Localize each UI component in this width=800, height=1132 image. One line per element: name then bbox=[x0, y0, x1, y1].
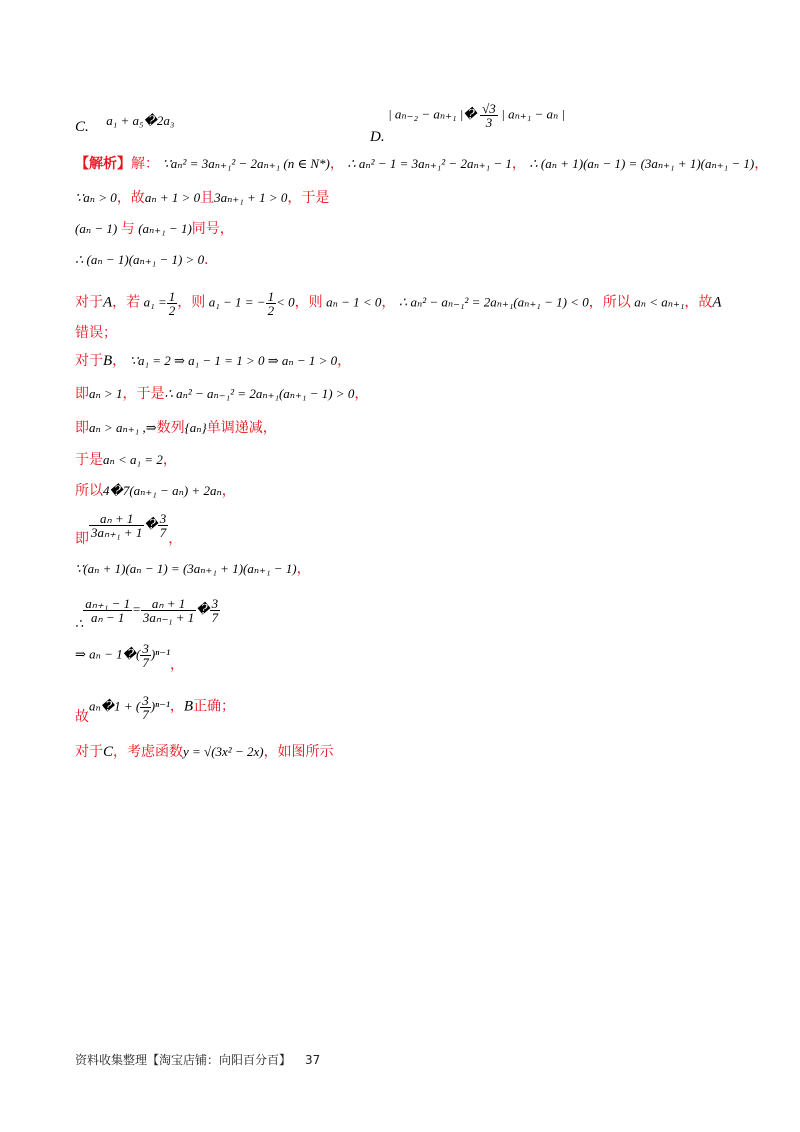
text: ，考虑函数 bbox=[113, 744, 184, 760]
option-d-expression-left: | aₙ₋₂ − aₙ₊₁ |� bbox=[388, 106, 477, 122]
fraction-denominator: 3 bbox=[485, 115, 493, 130]
math-expression: )ⁿ⁻¹ bbox=[150, 646, 171, 662]
option-c-expression: a₁ + a₅�2a₃ bbox=[106, 113, 175, 128]
solution-line-10 bbox=[75, 453, 177, 468]
math-expression: aₙ > aₙ₊₁ ,⇒ bbox=[89, 420, 157, 435]
text: ， bbox=[162, 452, 177, 468]
math-expression: aₙ < a₁ = 2 bbox=[103, 452, 163, 467]
fraction-denominator: 7 bbox=[142, 655, 149, 670]
math-symbol: A bbox=[103, 294, 113, 311]
fraction-denominator: 2 bbox=[168, 303, 176, 318]
fraction-numerator: aₙ + 1 bbox=[141, 597, 196, 611]
text: 同号， bbox=[191, 221, 234, 237]
solution-line-13 bbox=[75, 562, 311, 577]
solution-line-8 bbox=[75, 387, 368, 402]
math-expression: a₁ − 1 = − bbox=[208, 294, 266, 310]
solution-line-4 bbox=[75, 253, 218, 268]
math-expression: ∵(aₙ + 1)(aₙ − 1) = (3aₙ₊₁ + 1)(aₙ₊₁ − 1) bbox=[75, 561, 297, 576]
text: 错误； bbox=[75, 325, 117, 341]
page-footer bbox=[75, 1051, 320, 1068]
text: 对于 bbox=[75, 294, 103, 311]
solution-line-9 bbox=[75, 421, 277, 436]
fraction-numerator: 3 bbox=[142, 693, 149, 708]
math-symbol: B bbox=[183, 698, 194, 715]
math-expression: (aₙ₊₁ − 1) bbox=[138, 221, 192, 236]
text: ， bbox=[337, 353, 352, 369]
math-expression: ∴ aₙ² − aₙ₋₁² = 2aₙ₊₁(aₙ₊₁ − 1) < 0 bbox=[398, 294, 589, 310]
solution-line-2 bbox=[75, 191, 329, 206]
text: 所以 bbox=[75, 483, 103, 499]
text: ，于是 bbox=[122, 386, 165, 402]
math-expression: ∵aₙ > 0 bbox=[75, 190, 117, 205]
math-expression: )ⁿ⁻¹ bbox=[150, 698, 170, 714]
text: 单调递减， bbox=[206, 420, 277, 436]
math-expression: ∵aₙ² = 3aₙ₊₁² − 2aₙ₊₁ (n ∈ N*) bbox=[162, 156, 330, 171]
solution-line-12 bbox=[75, 511, 183, 547]
math-expression: ⇒ aₙ − 1�( bbox=[75, 646, 141, 662]
text: ，则 bbox=[177, 294, 206, 311]
text: ，于是 bbox=[287, 190, 330, 206]
option-d-expression-right: | aₙ₊₁ − aₙ | bbox=[501, 106, 566, 122]
solution-line-16 bbox=[75, 693, 236, 725]
text: 即 bbox=[75, 530, 89, 547]
fraction-numerator: 3 bbox=[142, 641, 149, 656]
math-expression: aₙ + 1 > 0 bbox=[144, 190, 201, 205]
solution-line-14 bbox=[75, 596, 220, 631]
solution-line-1 bbox=[75, 157, 768, 172]
math-expression: ∵a₁ = 2 ⇒ a₁ − 1 = 1 > 0 ⇒ aₙ − 1 > 0 bbox=[129, 353, 338, 368]
text: ， bbox=[170, 656, 185, 673]
fraction-denominator: 7 bbox=[159, 525, 167, 540]
math-expression: aₙ�1 + ( bbox=[89, 698, 141, 714]
text: 对于 bbox=[75, 353, 103, 369]
math-symbol: C bbox=[103, 744, 114, 760]
fraction-numerator: √3 bbox=[482, 101, 496, 116]
fraction-denominator: 3aₙ₋₁ + 1 bbox=[142, 610, 195, 625]
separator: ， bbox=[511, 156, 526, 172]
text: ，所以 bbox=[588, 294, 631, 311]
text: ， bbox=[296, 561, 311, 577]
solution-line-7 bbox=[75, 354, 351, 369]
separator: ， bbox=[754, 156, 769, 172]
text: ，故 bbox=[116, 190, 145, 206]
option-d-fraction bbox=[480, 102, 498, 129]
math-expression: ∴ (aₙ − 1)(aₙ₊₁ − 1) > 0 bbox=[75, 252, 205, 267]
text: 数列 bbox=[156, 420, 185, 436]
text: ， bbox=[381, 294, 396, 311]
footer-source: 资料收集整理【淘宝店铺：向阳百分百】 bbox=[75, 1053, 292, 1067]
math-expression: aₙ < aₙ₊₁ bbox=[634, 294, 685, 310]
text: ，如图所示 bbox=[263, 744, 334, 760]
math-symbol: B bbox=[103, 353, 113, 369]
text: 对于 bbox=[75, 744, 103, 760]
option-c bbox=[75, 113, 175, 135]
option-d-label: D. bbox=[370, 128, 385, 145]
text: ， bbox=[354, 386, 369, 402]
fraction-denominator: 7 bbox=[211, 610, 219, 625]
math-expression: � bbox=[196, 601, 210, 617]
fraction-numerator: 1 bbox=[267, 289, 275, 304]
text: ． bbox=[204, 252, 219, 268]
solution-line-15 bbox=[75, 641, 185, 673]
text: 即 bbox=[75, 386, 89, 402]
text: ， bbox=[112, 353, 127, 369]
math-expression: {aₙ} bbox=[184, 420, 207, 435]
solution-line-11 bbox=[75, 484, 236, 499]
text: 于是 bbox=[75, 452, 103, 468]
math-expression: a₁ = bbox=[143, 294, 167, 310]
math-expression: ∴ aₙ² − aₙ₋₁² = 2aₙ₊₁(aₙ₊₁ − 1) > 0 bbox=[164, 386, 355, 401]
option-d bbox=[370, 101, 566, 145]
option-c-label: C. bbox=[75, 119, 89, 135]
fraction-numerator: aₙ₊₁ − 1 bbox=[85, 596, 131, 611]
math-expression: < 0 bbox=[276, 294, 295, 310]
math-expression: � bbox=[144, 516, 158, 532]
math-expression: = bbox=[132, 601, 141, 617]
text: 即 bbox=[75, 420, 89, 436]
text: 且 bbox=[200, 190, 215, 206]
fraction-denominator: aₙ − 1 bbox=[90, 610, 125, 625]
solution-prefix: 解： bbox=[131, 156, 159, 172]
text: 与 bbox=[120, 221, 135, 237]
math-expression: (aₙ − 1) bbox=[75, 221, 118, 236]
fraction-numerator: 3 bbox=[211, 596, 219, 611]
math-expression: 3aₙ₊₁ + 1 > 0 bbox=[214, 190, 288, 205]
text: ，故 bbox=[684, 294, 713, 311]
math-expression: aₙ − 1 < 0 bbox=[326, 294, 382, 310]
fraction-denominator: 2 bbox=[267, 303, 275, 318]
solution-line-3 bbox=[75, 222, 234, 237]
page-number: 37 bbox=[305, 1053, 321, 1067]
fraction-numerator: 3 bbox=[159, 511, 167, 526]
fraction-numerator: aₙ + 1 bbox=[89, 512, 144, 526]
math-expression: ∴ bbox=[75, 615, 84, 631]
fraction-denominator: 7 bbox=[142, 707, 149, 722]
text: ， bbox=[168, 530, 183, 547]
fraction-numerator: 1 bbox=[168, 289, 176, 304]
solution-line-5 bbox=[75, 290, 722, 317]
analysis-label: 【解析】 bbox=[75, 156, 131, 172]
math-symbol: A bbox=[712, 294, 722, 311]
text: ，则 bbox=[294, 294, 323, 311]
math-expression: 4�7(aₙ₊₁ − aₙ) + 2aₙ bbox=[103, 483, 222, 498]
text: ，若 bbox=[112, 294, 141, 311]
math-expression: ∴ (aₙ + 1)(aₙ − 1) = (3aₙ₊₁ + 1)(aₙ₊₁ − 1) bbox=[529, 156, 755, 171]
text: ， bbox=[221, 483, 236, 499]
math-expression: aₙ > 1 bbox=[89, 386, 123, 401]
solution-line-17 bbox=[75, 745, 334, 760]
text: 正确； bbox=[193, 698, 236, 715]
solution-line-6 bbox=[75, 326, 117, 341]
fraction-denominator: 3aₙ₊₁ + 1 bbox=[91, 525, 143, 540]
text: 故 bbox=[75, 708, 89, 725]
separator: ， bbox=[329, 156, 344, 172]
math-expression: y = √(3x² − 2x) bbox=[183, 744, 264, 759]
text: ， bbox=[169, 698, 184, 715]
math-expression: ∴ aₙ² − 1 = 3aₙ₊₁² − 2aₙ₊₁ − 1 bbox=[347, 156, 512, 171]
